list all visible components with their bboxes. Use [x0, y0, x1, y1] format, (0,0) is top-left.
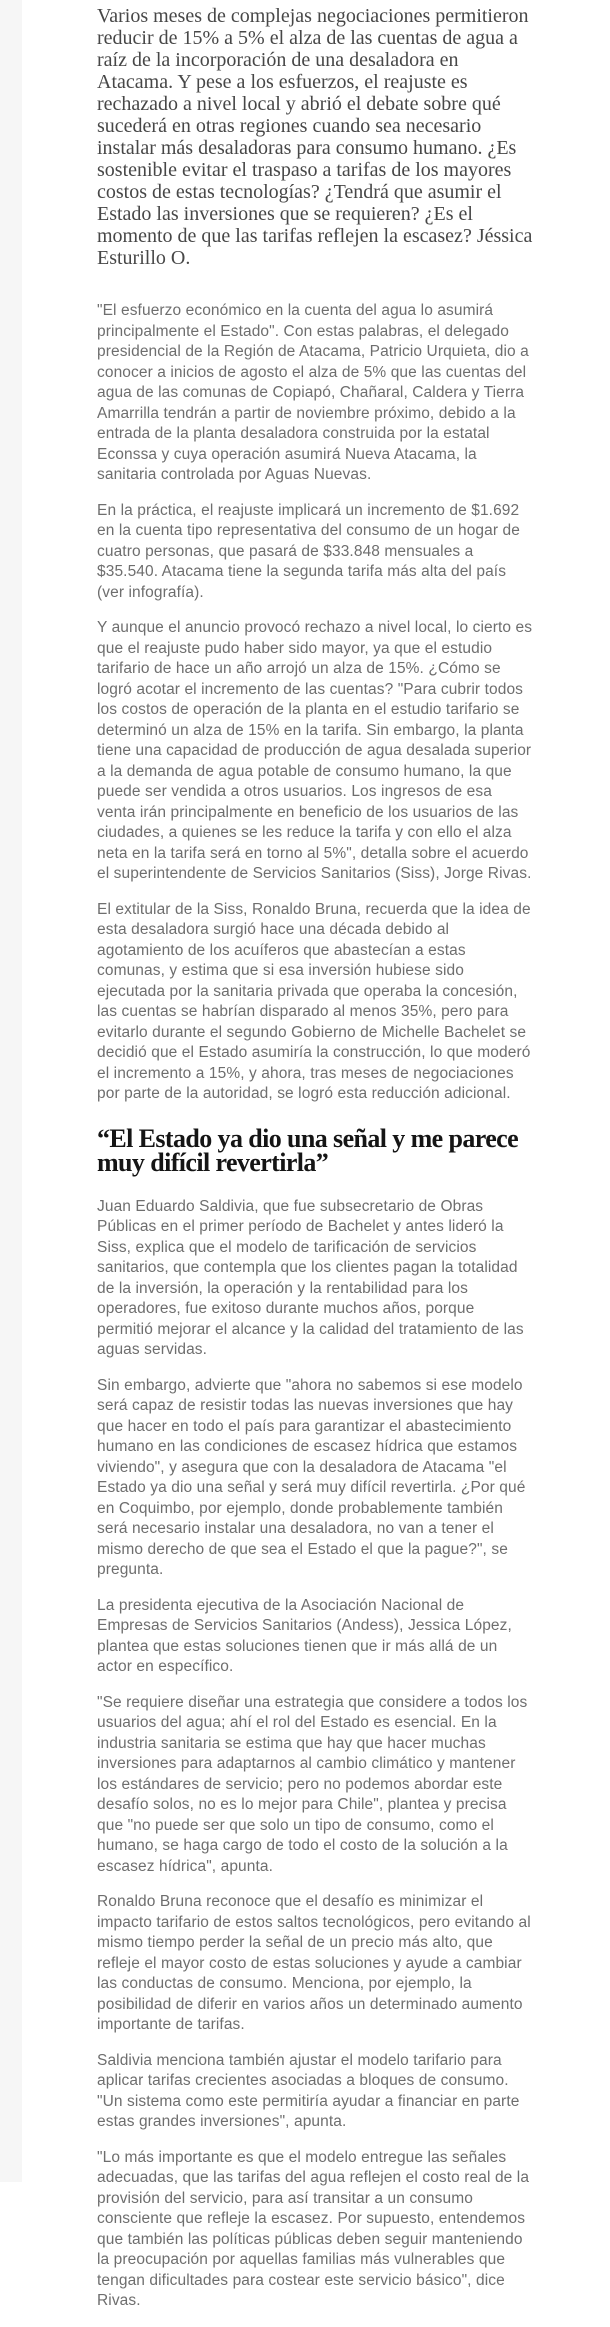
paragraph: Sin embargo, advierte que "ahora no sabemos si ese modelo será capaz de resistir todas las nuevas inversiones que hay que hacer en todo el país para garantizar el abastecimiento humano en las condiciones de escasez hídrica que estamos viviendo", y asegura que con la desaladora de Atacama "el Estado ya dio una señal y será muy difícil revertirla. ¿Por qué en Coquimbo, por ejemplo, donde probablemente también será necesario instalar una desaladora, no van a tener el mismo derecho de que sea el Estado el que la pague?", se pregunta.	[97, 1376, 526, 1578]
paragraph: "El esfuerzo económico en la cuenta del agua lo asumirá principalmente el Estado". Con estas palabras, el delegado presidencial de la Región de Atacama, Patricio Urquieta, dio a conocer a inicios de agosto el alza de 5% que las cuentas del agua de las comunas de Copiapó, Chañaral, Caldera y Tierra Amarrilla tendrán a partir de noviembre próximo, debido a la entrada de la planta desaladora construida por la estatal Econssa y cuya operación asumirá Nueva Atacama, la sanitaria controlada por Aguas Nuevas.	[97, 302, 529, 483]
paragraph: Ronaldo Bruna reconoce que el desafío es minimizar el impacto tarifario de estos saltos tecnológicos, pero evitando al mismo tiempo perder la señal de un precio más alto, que refleje el mayor costo de estas soluciones y ayude a cambiar las conductas de consumo. Menciona, por ejemplo, la posibilidad de diferir en varios años un determinado aumento importante de tarifas.	[97, 1893, 531, 2033]
page-gutter	[0, 0, 22, 2182]
paragraph: Juan Eduardo Saldivia, que fue subsecretario de Obras Públicas en el primer período de Bachelet y antes lideró la Siss, explica que el modelo de tarificación de servicios sanitarios, que contempla que los clientes pagan la totalidad de la inversión, la operación y la rentabilidad para los operadores, fue exitoso durante muchos años, porque permitió mejorar el alcance y la calidad del tratamiento de las aguas servidas.	[97, 1197, 524, 1358]
article-lead: Varios meses de complejas negociaciones permitieron reducir de 15% a 5% el alza de las cuentas de agua a raíz de la incorporación de una desaladora en Atacama. Y pese a los esfuerzos, el reajuste es rechazado a nivel local y abrió el debate sobre qué sucederá en otras regiones cuando sea necesario instalar más desaladoras para consumo humano. ¿Es sostenible evitar el traspaso a tarifas de los mayores costos de estas tecnologías? ¿Tendrá que asumir el Estado las inversiones que se requieren? ¿Es el momento de que las tarifas reflejen la escasez? Jéssica Esturillo O.	[97, 5, 533, 269]
article-body	[97, 301, 533, 2312]
paragraph: Saldivia menciona también ajustar el modelo tarifario para aplicar tarifas crecientes asociadas a bloques de consumo. "Un sistema como este permitiría ayudar a financiar en parte estas grandes inversiones", apunta.	[97, 2051, 520, 2130]
paragraph: "Se requiere diseñar una estrategia que considere a todos los usuarios del agua; ahí el rol del Estado es esencial. En la industria sanitaria se estima que hay que hacer muchas inversiones para adaptarnos al cambio climático y mantener los estándares de servicio; pero no podemos abordar este desafío solos, no es lo mejor para Chile", plantea y precisa que "no puede ser que solo un tipo de consumo, como el humano, se haga cargo de todo el costo de la solución a la escasez hídrica", apunta.	[97, 1693, 528, 1875]
section-headline: “El Estado ya dio una señal y me parece muy difícil revertirla”	[97, 1123, 519, 1177]
paragraph: La presidenta ejecutiva de la Asociación Nacional de Empresas de Servicios Sanitarios (Andess), Jessica López, plantea que estas soluciones tienen que ir más allá de un actor en específico.	[97, 1596, 512, 1675]
news-article	[97, 0, 533, 2327]
paragraph: "Lo más importante es que el modelo entregue las señales adecuadas, que las tarifas del agua reflejen el costo real de la provisión del servicio, para así transitar a un consumo consciente que refleje la escasez. Por supuesto, entendemos que también las políticas públicas deben seguir manteniendo la preocupación por aquellas familias más vulnerables que tengan dificultades para costear este servicio básico", dice Rivas.	[97, 2148, 530, 2309]
paragraph: En la práctica, el reajuste implicará un incremento de $1.692 en la cuenta tipo representativa del consumo de un hogar de cuatro personas, que pasará de $33.848 mensuales a $35.540. Atacama tiene la segunda tarifa más alta del país (ver infografía).	[97, 501, 520, 601]
paragraph: El extitular de la Siss, Ronaldo Bruna, recuerda que la idea de esta desaladora surgió hace una década debido al agotamiento de los acuíferos que abastecían a estas comunas, y estima que si esa inversión hubiese sido ejecutada por la sanitaria privada que operaba la concesión, las cuentas se habrían disparado al menos 35%, pero para evitarlo durante el segundo Gobierno de Michelle Bachelet se decidió que el Estado asumiría la construcción, lo que moderó el incremento a 15%, y ahora, tras meses de negociaciones por parte de la autoridad, se logró esta reducción adicional.	[97, 900, 531, 1102]
paragraph: Y aunque el anuncio provocó rechazo a nivel local, lo cierto es que el reajuste pudo haber sido mayor, ya que el estudio tarifario de hace un año arrojó un alza de 15%. ¿Cómo se logró acotar el incremento de las cuentas? "Para cubrir todos los costos de operación de la planta en el estudio tarifario se determinó un alza de 15% en la tarifa. Sin embargo, la planta tiene una capacidad de producción de agua desalada superior a la demanda de agua potable de consumo humano, la que puede ser vendida a otros usuarios. Los ingresos de esa venta irán principalmente en beneficio de los usuarios de las ciudades, a quienes se les reduce la tarifa y con ello el alza neta en la tarifa será en torno al 5%", detalla sobre el acuerdo el superintendente de Servicios Sanitarios (Siss), Jorge Rivas.	[97, 619, 533, 882]
